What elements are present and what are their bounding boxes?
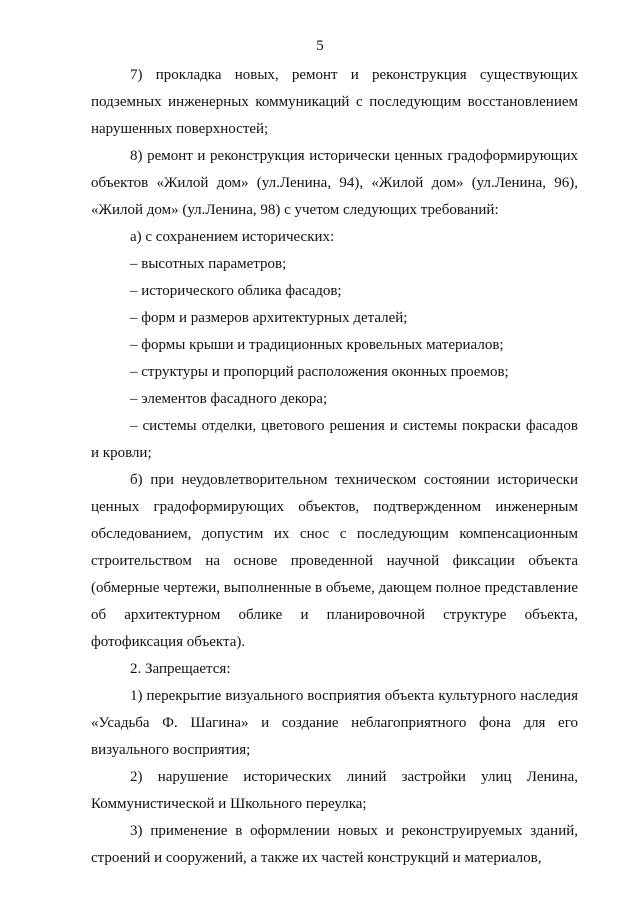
list-item-last: – системы отделки, цветового решения и системы покраски фасадов и кровли; [91,418,578,461]
list-item: – исторического облика фасадов; [130,283,342,299]
sub-item-a-intro: а) с сохранением исторических: [130,229,335,245]
section-2-item-3: 3) применение в оформлении новых и реконструируемых зданий, строений и сооружений, а также их частей конструкций и материалов, [91,823,578,866]
document-body [91,62,578,872]
section-2-item-1: 1) перекрытие визуального восприятия объекта культурного наследия «Усадьба Ф. Шагина» и создание неблагоприятного фона для его визуального восприятия; [91,688,578,758]
list-item: – форм и размеров архитектурных деталей; [130,310,408,326]
section-2-item-2: 2) нарушение исторических линий застройки улиц Ленина, Коммунистической и Школьного переулка; [91,769,578,812]
sub-item-b: б) при неудовлетворительном техническом состоянии исторически ценных градоформирующих объектов, подтвержденном инженерным обследованием, допустим их снос с последующим компенсационным строительством на основе проведенной научной фиксации объекта (обмерные чертежи, выполненные в объеме, дающем полное представление об архитектурном облике и планировочной структуре объекта, фотофиксация объекта). [91,472,578,650]
list-item: – формы крыши и традиционных кровельных материалов; [130,337,504,353]
page-number: 5 [316,38,324,54]
list-item: – высотных параметров; [130,256,287,272]
paragraph-item-7: 7) прокладка новых, ремонт и реконструкция существующих подземных инженерных коммуникаций с последующим восстановлением нарушенных поверхностей; [91,67,578,137]
list-item: – структуры и пропорций расположения оконных проемов; [130,364,509,380]
paragraph-item-8: 8) ремонт и реконструкция исторически ценных градоформирующих объектов «Жилой дом» (ул.Ленина, 94), «Жилой дом» (ул.Ленина, 96), «Жилой дом» (ул.Ленина, 98) с учетом следующих требований: [91,148,578,218]
list-item: – элементов фасадного декора; [130,391,328,407]
section-2-title: 2. Запрещается: [130,661,231,677]
